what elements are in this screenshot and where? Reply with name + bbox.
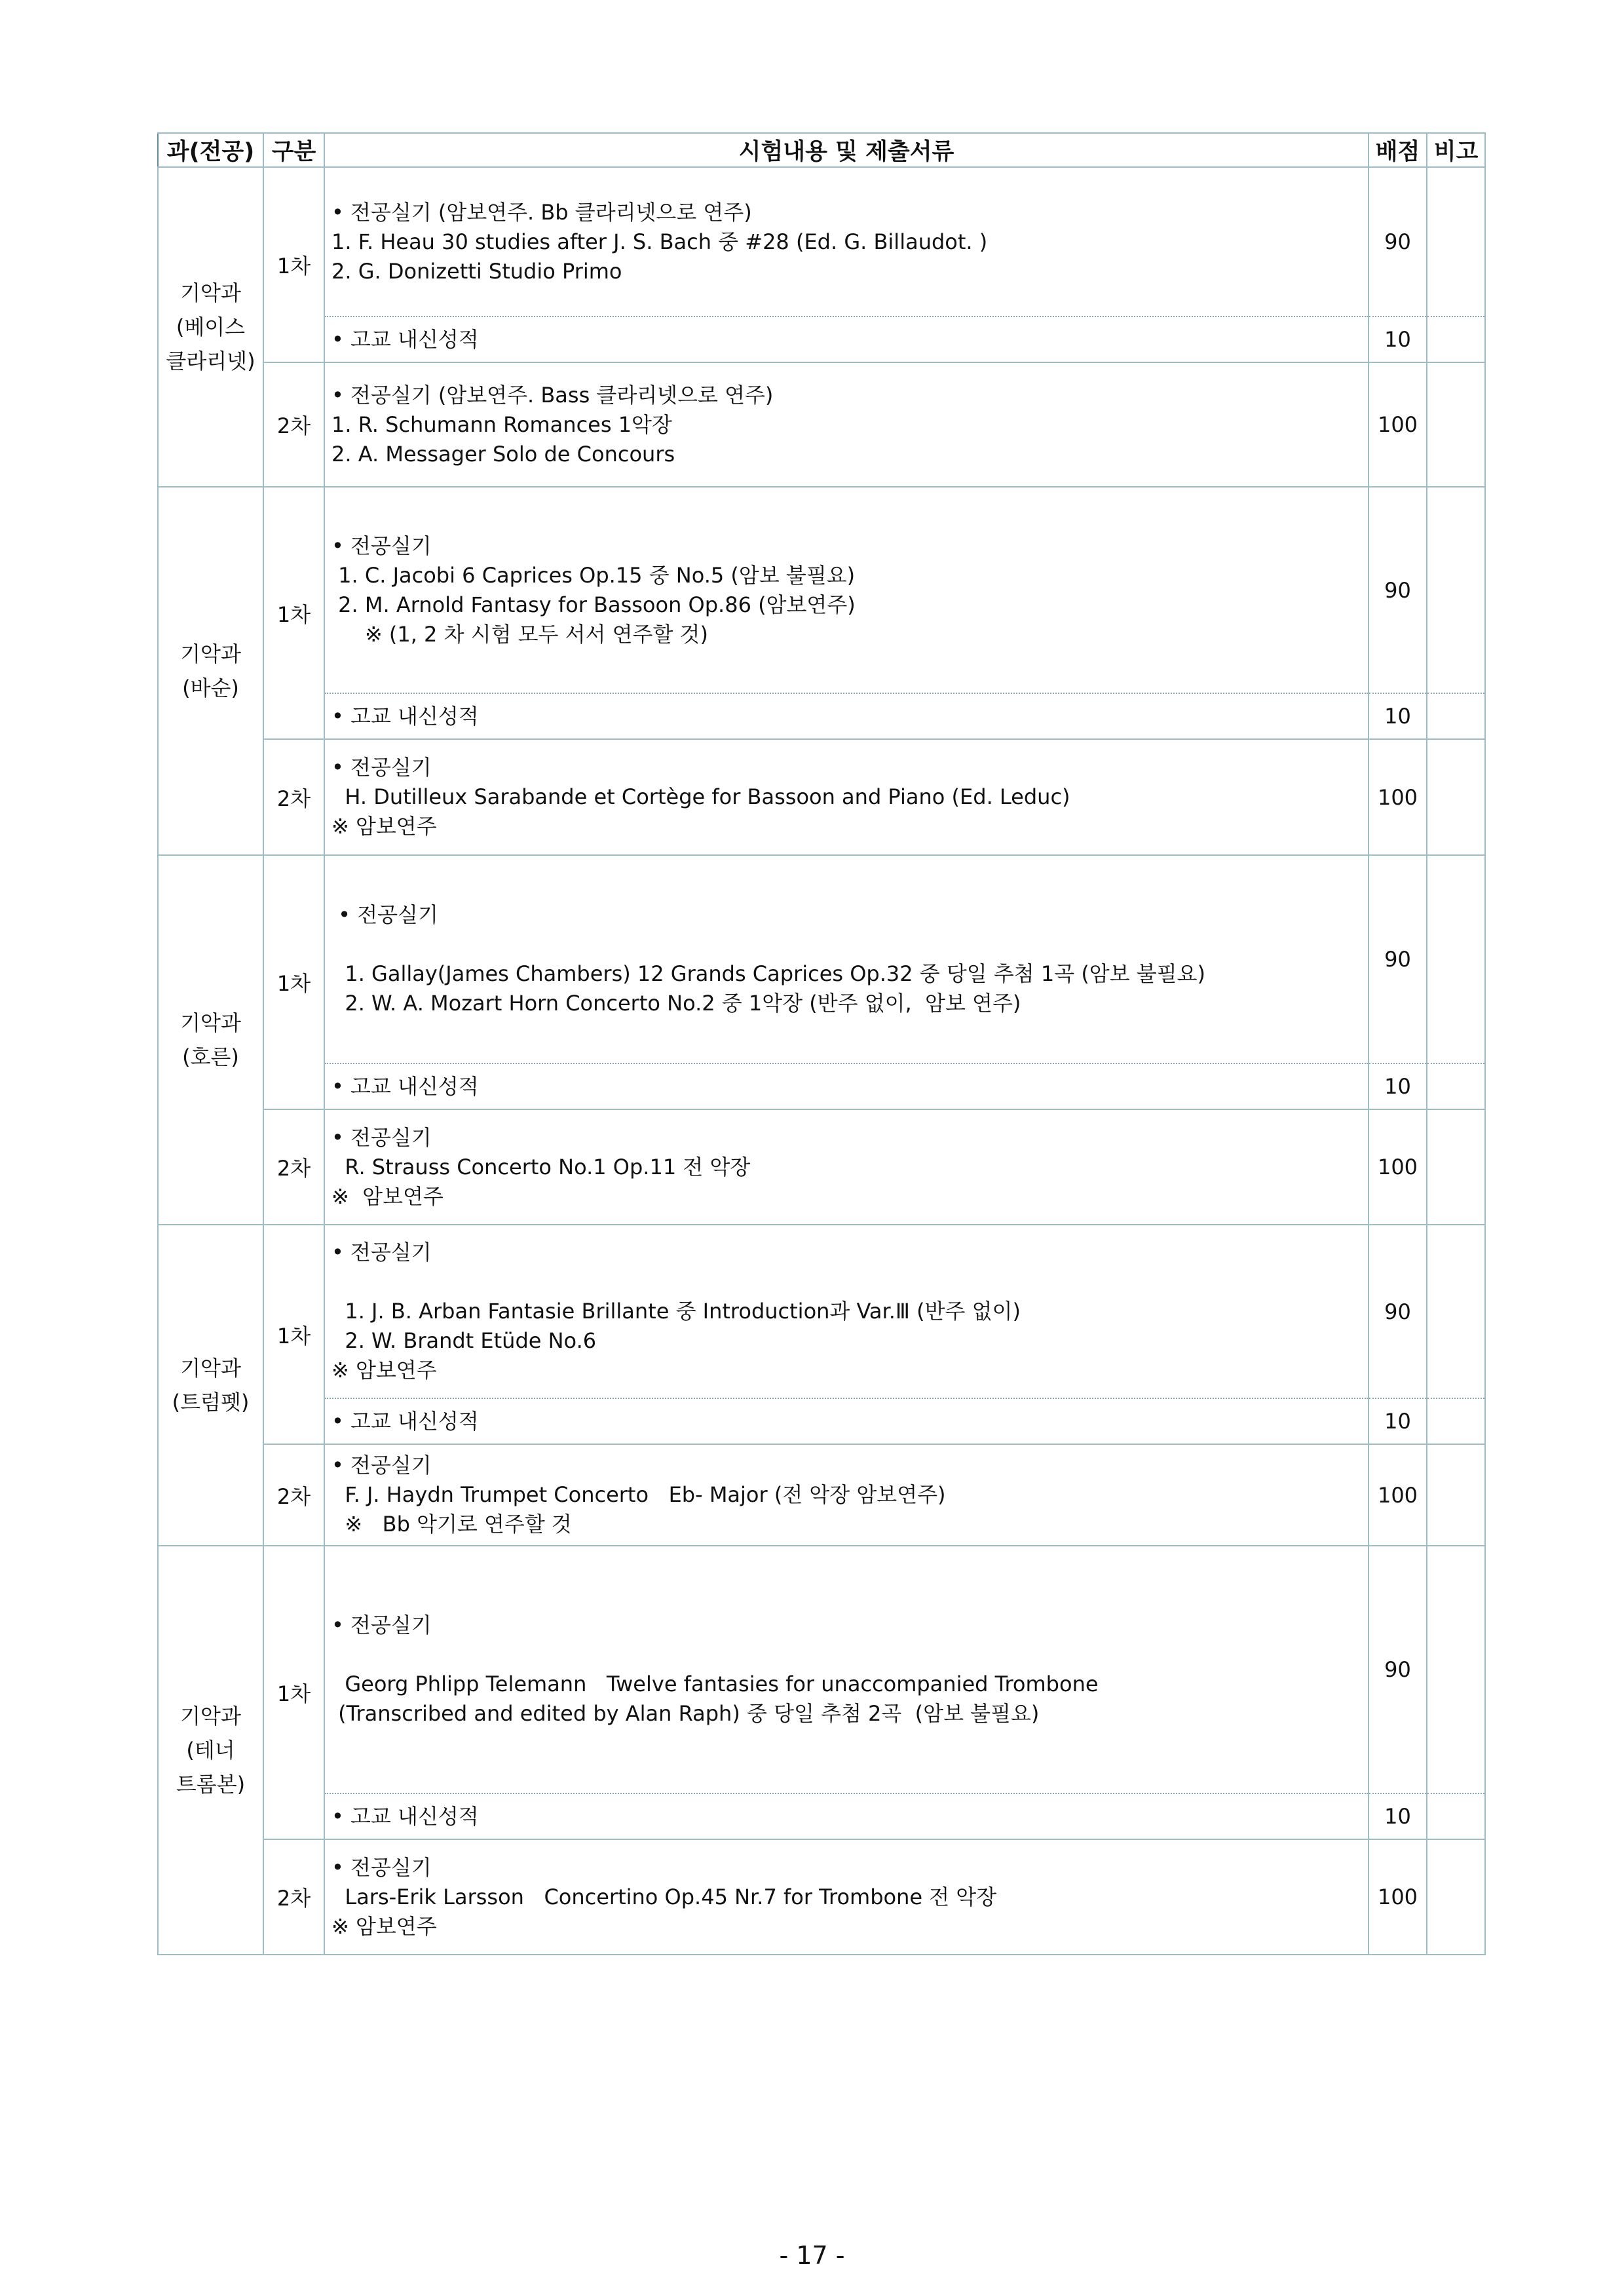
content-line: • 전공실기 [331, 1854, 432, 1880]
content-cell [324, 487, 1369, 693]
content-line: H. Dutilleux Sarabande et Cortège for Bassoon and Piano (Ed. Leduc) [331, 784, 1070, 809]
dept-line: (바순) [182, 676, 239, 700]
table-row-gpa [158, 693, 1485, 739]
content-line: 1. F. Heau 30 studies after J. S. Bach 중 #28 (Ed. G. Billaudot. ) [331, 229, 988, 254]
score-cell: 100 [1369, 362, 1427, 487]
blank-line [331, 1267, 1361, 1297]
division-cell: 1차 [263, 1546, 324, 1839]
header-note: 비고 [1427, 133, 1485, 167]
division-cell: 2차 [263, 739, 324, 855]
division-cell: 1차 [263, 167, 324, 362]
score-cell: 100 [1369, 739, 1427, 855]
table-row-round1 [158, 855, 1485, 1063]
content-cell [324, 1546, 1369, 1793]
gpa-cell: • 고교 내신성적 [324, 316, 1369, 362]
note-cell [1427, 1063, 1485, 1109]
note-cell [1427, 362, 1485, 487]
table-row-round2 [158, 739, 1485, 855]
note-cell [1427, 739, 1485, 855]
dept-line: (트럼펫) [172, 1390, 250, 1415]
score-cell: 10 [1369, 1793, 1427, 1839]
division-cell: 2차 [263, 1444, 324, 1546]
content-line: ※ 암보연주 [331, 1913, 437, 1939]
dept-cell [158, 167, 263, 487]
content-line: 2. G. Donizetti Studio Primo [331, 258, 622, 284]
content-cell [324, 1839, 1369, 1955]
content-line: ※ Bb 악기로 연주할 것 [331, 1512, 572, 1537]
dept-cell [158, 1546, 263, 1955]
score-cell: 90 [1369, 855, 1427, 1063]
content-line: Georg Phlipp Telemann Twelve fantasies for unaccompanied Trombone [331, 1672, 1099, 1696]
gpa-cell: • 고교 내신성적 [324, 1793, 1369, 1839]
dept-line: 기악과 [180, 1356, 241, 1381]
header-division: 구분 [263, 133, 324, 167]
note-cell [1427, 1839, 1485, 1955]
table-row-gpa [158, 1063, 1485, 1109]
table-row-round2 [158, 1109, 1485, 1225]
content-cell [324, 1225, 1369, 1398]
blank-line [331, 1640, 1361, 1670]
gpa-cell: • 고교 내신성적 [324, 693, 1369, 739]
content-line: • 전공실기 (암보연주. Bb 클라리넷으로 연주) [331, 199, 752, 225]
dept-line: 기악과 [180, 280, 241, 305]
content-cell [324, 167, 1369, 316]
content-line: 2. M. Arnold Fantasy for Bassoon Op.86 (암보연주) [331, 592, 856, 617]
content-line: • 전공실기 [331, 1453, 432, 1478]
note-cell [1427, 487, 1485, 693]
note-cell [1427, 1109, 1485, 1225]
content-line: ※ (1, 2 차 시험 모두 서서 연주할 것) [331, 621, 708, 647]
score-cell: 90 [1369, 487, 1427, 693]
content-line: 1. C. Jacobi 6 Caprices Op.15 중 No.5 (암보 불필요) [331, 562, 856, 588]
dept-line: 기악과 [180, 1704, 241, 1729]
dept-line: 클라리넷) [166, 349, 255, 373]
content-line: • 전공실기 [331, 533, 432, 558]
content-line: • 전공실기 (암보연주. Bass 클라리넷으로 연주) [331, 382, 774, 408]
dept-cell [158, 487, 263, 855]
dept-line: (테너 [186, 1738, 235, 1763]
note-cell [1427, 1444, 1485, 1546]
content-line: ※ 암보연주 [331, 1358, 437, 1383]
content-line: 2. A. Messager Solo de Concours [331, 441, 675, 467]
division-cell: 1차 [263, 855, 324, 1109]
header-content: 시험내용 및 제출서류 [324, 133, 1369, 167]
score-cell: 90 [1369, 1546, 1427, 1793]
content-cell [324, 1109, 1369, 1225]
dept-line: (호른) [182, 1044, 239, 1069]
content-line: 1. R. Schumann Romances 1악장 [331, 411, 672, 437]
score-cell: 10 [1369, 1398, 1427, 1444]
header-row [158, 133, 1485, 167]
content-line: F. J. Haydn Trumpet Concerto Eb- Major (전 악장 암보연주) [331, 1482, 946, 1507]
table-body [158, 167, 1485, 1955]
content-line: 1. Gallay(James Chambers) 12 Grands Caprices Op.32 중 당일 추첨 1곡 (암보 불필요) [331, 961, 1206, 986]
blank-line [331, 930, 1361, 959]
score-cell: 100 [1369, 1444, 1427, 1546]
division-cell: 2차 [263, 362, 324, 487]
score-cell: 100 [1369, 1109, 1427, 1225]
division-cell: 2차 [263, 1109, 324, 1225]
dept-line: 기악과 [180, 1010, 241, 1035]
table-row-gpa [158, 1398, 1485, 1444]
dept-line: (베이스 [176, 315, 246, 339]
score-cell: 10 [1369, 316, 1427, 362]
table-row-round2 [158, 1444, 1485, 1546]
note-cell [1427, 1793, 1485, 1839]
content-cell [324, 1444, 1369, 1546]
score-cell: 90 [1369, 1225, 1427, 1398]
gpa-cell: • 고교 내신성적 [324, 1398, 1369, 1444]
division-cell: 1차 [263, 487, 324, 739]
gpa-cell: • 고교 내신성적 [324, 1063, 1369, 1109]
content-line: 1. J. B. Arban Fantasie Brillante 중 Introduction과 Var.Ⅲ (반주 없이) [331, 1299, 1021, 1324]
content-line: • 전공실기 [331, 1240, 432, 1265]
table-row-gpa [158, 1793, 1485, 1839]
exam-table [157, 132, 1486, 1955]
table-row-round1 [158, 1225, 1485, 1398]
score-cell: 10 [1369, 693, 1427, 739]
content-line: • 전공실기 [331, 902, 438, 927]
content-line: ※ 암보연주 [331, 1183, 444, 1209]
note-cell [1427, 1398, 1485, 1444]
content-line: R. Strauss Concerto No.1 Op.11 전 악장 [331, 1154, 751, 1179]
content-cell [324, 739, 1369, 855]
content-line: 2. W. Brandt Etüde No.6 [331, 1328, 597, 1353]
header-dept: 과(전공) [158, 133, 263, 167]
note-cell [1427, 855, 1485, 1063]
header-score: 배점 [1369, 133, 1427, 167]
content-cell [324, 855, 1369, 1063]
score-cell: 90 [1369, 167, 1427, 316]
score-cell: 100 [1369, 1839, 1427, 1955]
content-line: • 전공실기 [331, 1124, 432, 1150]
table-row-round2 [158, 1839, 1485, 1955]
content-line: • 전공실기 [331, 1613, 432, 1637]
content-line: 2. W. A. Mozart Horn Concerto No.2 중 1악장 (반주 없이, 암보 연주) [331, 991, 1021, 1016]
table-row-round1 [158, 487, 1485, 693]
content-line: (Transcribed and edited by Alan Raph) 중 당일 추첨 2곡 (암보 불필요) [331, 1701, 1040, 1726]
note-cell [1427, 1225, 1485, 1398]
content-line: • 전공실기 [331, 755, 432, 780]
division-cell: 1차 [263, 1225, 324, 1444]
page-number: - 17 - [779, 2241, 845, 2270]
dept-line: 트롬본) [176, 1772, 246, 1797]
dept-cell [158, 1225, 263, 1546]
content-line: ※ 암보연주 [331, 814, 437, 839]
content-cell [324, 362, 1369, 487]
dept-line: 기악과 [180, 641, 241, 666]
note-cell [1427, 316, 1485, 362]
table-row-round2 [158, 362, 1485, 487]
table-row-round1 [158, 1546, 1485, 1793]
note-cell [1427, 167, 1485, 316]
division-cell: 2차 [263, 1839, 324, 1955]
table-row-gpa [158, 316, 1485, 362]
note-cell [1427, 693, 1485, 739]
note-cell [1427, 1546, 1485, 1793]
score-cell: 10 [1369, 1063, 1427, 1109]
content-line: Lars-Erik Larsson Concertino Op.45 Nr.7 for Trombone 전 악장 [331, 1884, 997, 1909]
table-row-round1 [158, 167, 1485, 316]
dept-cell [158, 855, 263, 1225]
